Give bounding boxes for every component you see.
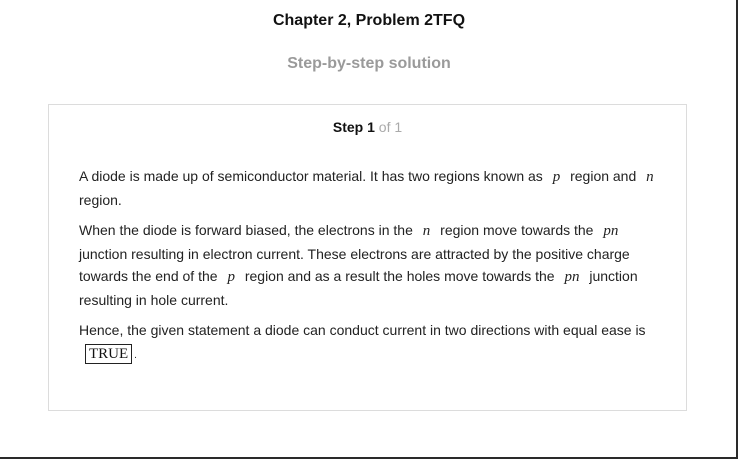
paragraph-text: region.	[79, 191, 122, 208]
paragraph-text: A diode is made up of semiconductor material. It has two regions known as	[79, 168, 543, 184]
paragraph-text: region move towards the	[440, 222, 594, 238]
paragraph-text: region and as a result the holes move towards the	[244, 268, 555, 284]
paragraph-3	[79, 319, 664, 367]
step-total: of 1	[374, 119, 403, 135]
paragraph-text: When the diode is forward biased, the electrons in the	[79, 222, 413, 238]
paragraph-text: junction resulting in hole current.	[79, 268, 638, 308]
step-number: 1	[367, 119, 375, 135]
math-variable: pn	[564, 269, 580, 285]
step-header	[49, 119, 686, 135]
paragraph-text: Hence, the given statement a diode can conduct current in two directions with equal ease is	[79, 322, 646, 338]
sentence-period: .	[134, 349, 137, 361]
step-label: Step	[332, 119, 364, 135]
solution-heading: Step-by-step solution	[287, 55, 451, 72]
solution-content	[79, 165, 664, 375]
math-variable: p	[227, 269, 235, 285]
math-variable: n	[422, 223, 431, 239]
math-variable: pn	[603, 223, 619, 239]
chapter-title: Chapter 2, Problem 2TFQ	[272, 12, 466, 29]
paragraph-2	[79, 219, 664, 311]
paragraph-text: junction resulting in electron current. These electrons are attracted by the positive charge towards the end of the	[79, 245, 630, 284]
math-variable: p	[552, 169, 561, 185]
paragraph-text: region and	[570, 168, 637, 184]
boxed-answer: TRUE	[85, 344, 132, 364]
step-card	[48, 104, 687, 411]
paragraph-1	[79, 165, 664, 211]
math-variable: n	[646, 169, 654, 185]
